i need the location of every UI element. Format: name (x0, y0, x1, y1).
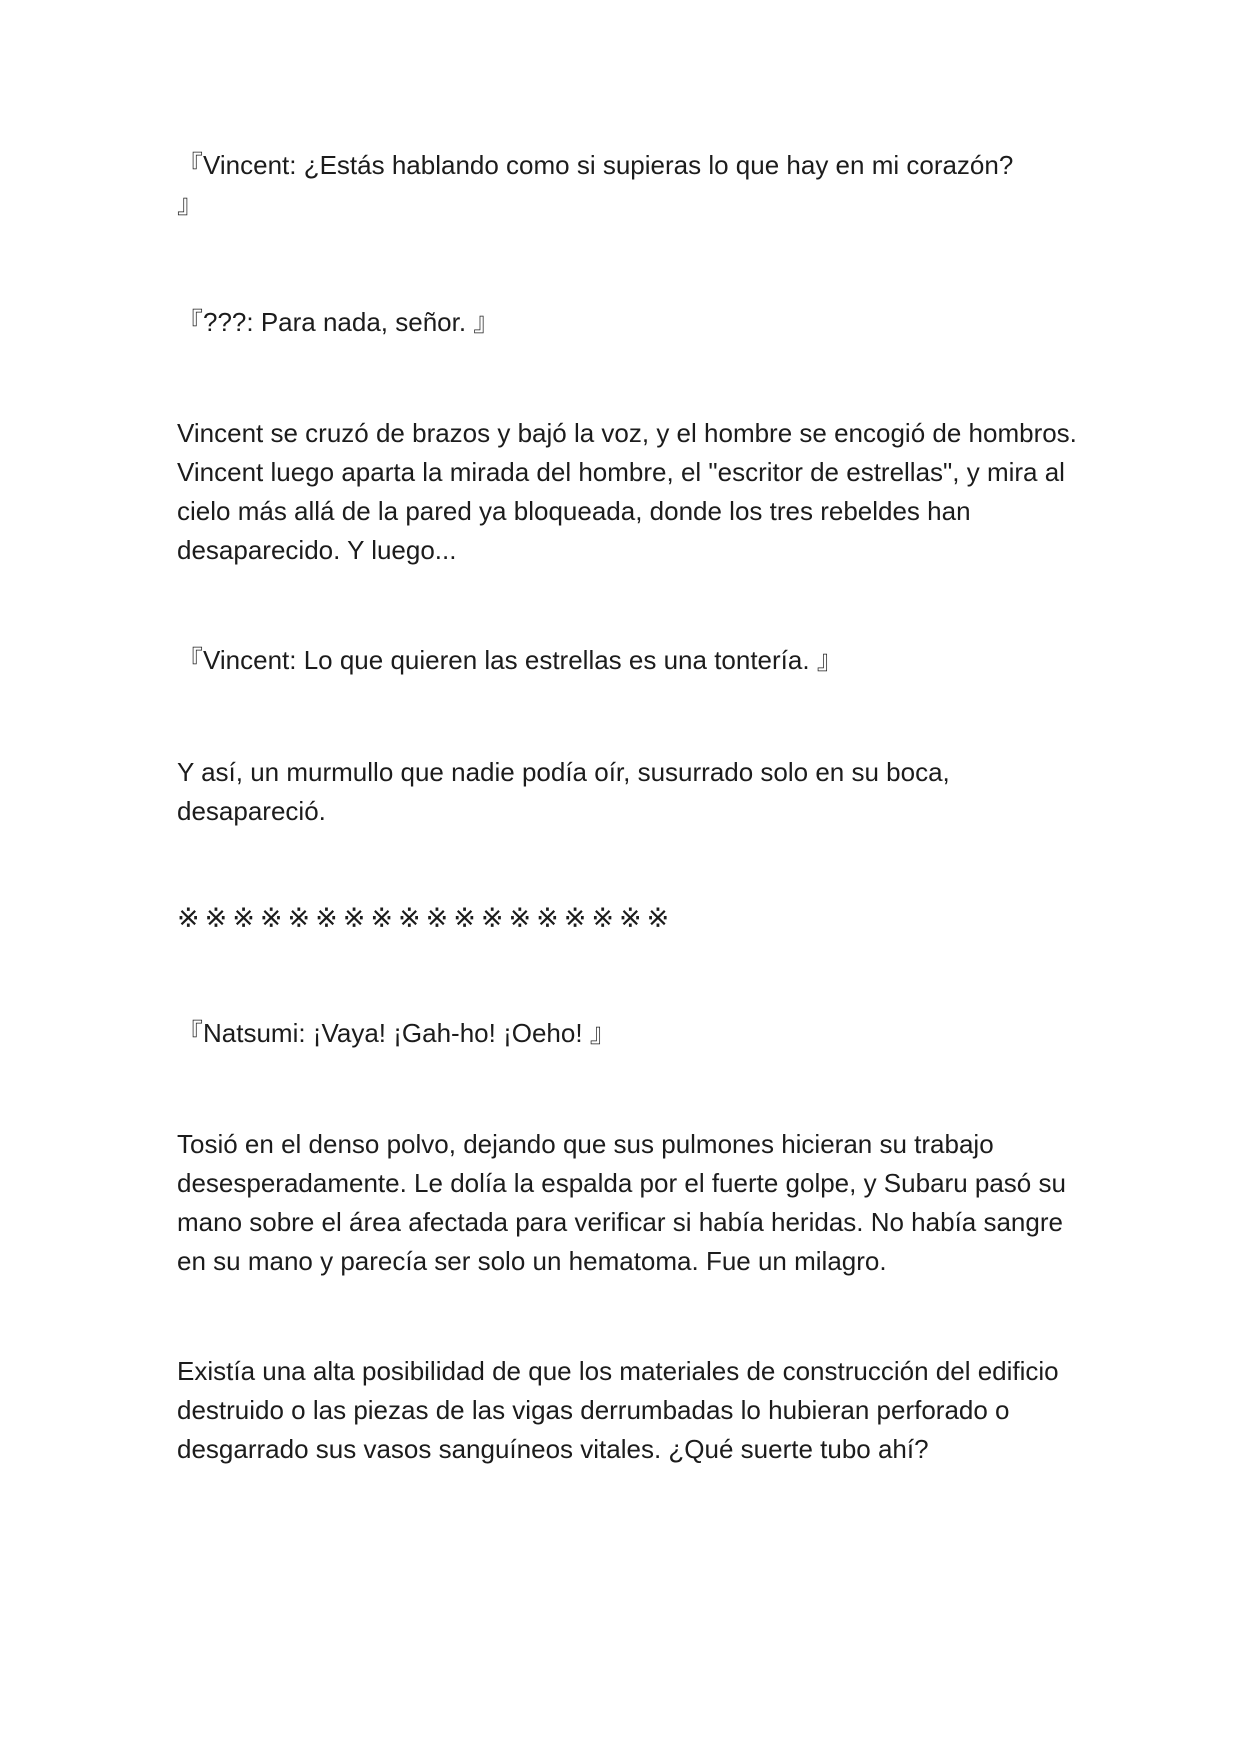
narration-murmur: Y así, un murmullo que nadie podía oír, susurrado solo en su boca, desapareció. (177, 757, 950, 826)
dialogue-natsumi-cough: 『Natsumi: ¡Vaya! ¡Gah-ho! ¡Oeho! 』 (177, 1018, 616, 1048)
scene-separator: ※※※※※※※※※※※※※※※※※※ (177, 903, 675, 934)
narration-vincent-crossed-arms: Vincent se cruzó de brazos y bajó la voz, y el hombre se encogió de hombros. Vincent luego aparta la mirada del hombre, el "escritor de estrellas", y mira al cielo más allá de la pared ya bloqueada, donde los tres rebeldes han desaparecido. Y luego... (177, 418, 1077, 565)
narration-cough-dust: Tosió en el denso polvo, dejando que sus pulmones hicieran su trabajo desesperadamente. Le dolía la espalda por el fuerte golpe, y Subaru pasó su mano sobre el área afectada para verificar si había heridas. No había sangre en su mano y parecía ser solo un hematoma. Fue un milagro. (177, 1129, 1066, 1276)
dialogue-vincent-question: 『Vincent: ¿Estás hablando como si supieras lo que hay en mi corazón? 』 (177, 150, 1014, 219)
dialogue-unknown-reply: 『???: Para nada, señor. 』 (177, 307, 500, 337)
dialogue-vincent-stars: 『Vincent: Lo que quieren las estrellas es una tontería. 』 (177, 645, 843, 675)
narration-possibility: Existía una alta posibilidad de que los materiales de construcción del edificio destruido o las piezas de las vigas derrumbadas lo hubieran perforado o desgarrado sus vasos sanguíneos vitales. ¿Qué suerte tubo ahí? (177, 1356, 1059, 1464)
